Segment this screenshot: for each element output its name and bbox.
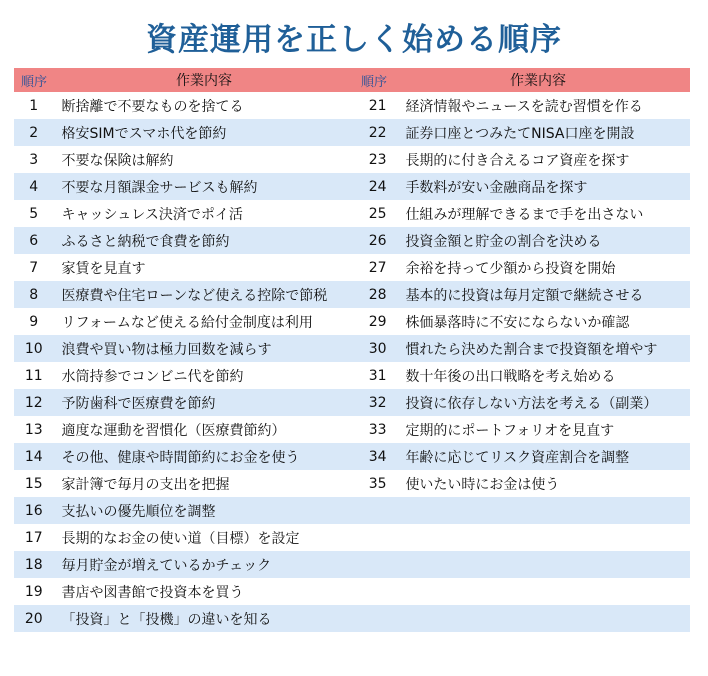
order-number-left: 7 xyxy=(29,259,39,276)
task-text-left: 医療費や住宅ローンなど使える控除で節税 xyxy=(61,287,328,304)
order-number-right: 25 xyxy=(368,205,387,222)
task-text-left: 家計簿で毎月の支出を把握 xyxy=(61,476,230,493)
table-row xyxy=(14,389,690,416)
order-number-left: 4 xyxy=(29,178,39,195)
table-row xyxy=(14,173,690,200)
table-header-row xyxy=(14,68,690,92)
order-number-right: 30 xyxy=(368,340,387,357)
table-row xyxy=(14,119,690,146)
table-row xyxy=(14,551,690,578)
order-number-right: 35 xyxy=(368,475,387,492)
header-task-right: 作業内容 xyxy=(510,73,566,89)
task-text-left: 断捨離で不要なものを捨てる xyxy=(61,98,244,115)
task-text-left: 家賃を見直す xyxy=(61,260,146,277)
table-row xyxy=(14,281,690,308)
task-text-left: その他、健康や時間節約にお金を使う xyxy=(61,449,300,466)
header-order-right: 順序 xyxy=(360,74,387,90)
table-row xyxy=(14,578,690,605)
table-body xyxy=(14,92,690,632)
order-number-right: 23 xyxy=(368,151,387,168)
steps-table xyxy=(14,68,690,632)
task-text-left: 長期的なお金の使い道（目標）を設定 xyxy=(61,530,300,547)
order-number-right: 31 xyxy=(368,367,387,384)
page-title: 資産運用を正しく始める順序 xyxy=(146,22,562,58)
task-text-left: 水筒持参でコンビニ代を節約 xyxy=(61,368,244,385)
order-number-right: 21 xyxy=(368,97,387,114)
task-text-left: リフォームなど使える給付金制度は利用 xyxy=(61,314,313,331)
task-text-left: 不要な保険は解約 xyxy=(61,152,174,169)
task-text-right: 定期的にポートフォリオを見直す xyxy=(405,422,615,439)
task-text-left: 不要な月額課金サービスも解約 xyxy=(61,179,258,196)
order-number-left: 1 xyxy=(29,97,39,114)
task-text-right: 手数料が安い金融商品を探す xyxy=(405,179,588,196)
order-number-right: 32 xyxy=(368,394,387,411)
table-row xyxy=(14,254,690,281)
task-text-right: 使いたい時にお金は使う xyxy=(405,476,560,493)
order-number-left: 17 xyxy=(24,529,43,546)
header-order-left: 順序 xyxy=(20,74,47,90)
order-number-left: 5 xyxy=(29,205,39,222)
order-number-right: 33 xyxy=(368,421,387,438)
table-row xyxy=(14,335,690,362)
table-row xyxy=(14,362,690,389)
order-number-right: 27 xyxy=(368,259,387,276)
order-number-left: 3 xyxy=(29,151,39,168)
order-number-left: 2 xyxy=(29,124,39,141)
task-text-right: 投資金額と貯金の割合を決める xyxy=(405,233,602,250)
table-row xyxy=(14,227,690,254)
order-number-right: 22 xyxy=(368,124,387,141)
task-text-right: 投資に依存しない方法を考える（副業） xyxy=(405,395,658,412)
table-row xyxy=(14,308,690,335)
order-number-right: 29 xyxy=(368,313,387,330)
task-text-left: 浪費や買い物は極力回数を減らす xyxy=(61,341,272,358)
task-text-left: 毎月貯金が増えているかチェック xyxy=(61,557,272,574)
task-text-right: 経済情報やニュースを読む習慣を作る xyxy=(405,98,643,115)
task-text-left: 格安SIMでスマホ代を節約 xyxy=(61,125,227,142)
task-text-right: 年齢に応じてリスク資産割合を調整 xyxy=(405,449,630,466)
table-row xyxy=(14,605,690,632)
table-row xyxy=(14,92,690,119)
order-number-left: 12 xyxy=(24,394,43,411)
task-text-left: 支払いの優先順位を調整 xyxy=(61,503,216,520)
order-number-left: 18 xyxy=(24,556,43,573)
order-number-left: 14 xyxy=(24,448,43,465)
order-number-left: 16 xyxy=(24,502,43,519)
task-text-right: 慣れたら決めた割合まで投資額を増やす xyxy=(405,341,658,358)
order-number-right: 24 xyxy=(368,178,387,195)
order-number-left: 15 xyxy=(24,475,43,492)
task-text-right: 仕組みが理解できるまで手を出さない xyxy=(405,206,644,223)
order-number-left: 19 xyxy=(24,583,43,600)
order-number-left: 8 xyxy=(29,286,39,303)
table-row xyxy=(14,497,690,524)
task-text-right: 数十年後の出口戦略を考え始める xyxy=(405,368,616,385)
task-text-left: 予防歯科で医療費を節約 xyxy=(61,395,216,412)
order-number-right: 28 xyxy=(368,286,387,303)
task-text-right: 株価暴落時に不安にならないか確認 xyxy=(405,314,630,331)
table-row xyxy=(14,200,690,227)
task-text-right: 基本的に投資は毎月定額で継続させる xyxy=(405,287,644,304)
table-row xyxy=(14,416,690,443)
order-number-right: 26 xyxy=(368,232,387,249)
order-number-left: 10 xyxy=(24,340,43,357)
header-task-left: 作業内容 xyxy=(176,73,232,89)
table-row xyxy=(14,443,690,470)
order-number-left: 9 xyxy=(29,313,39,330)
table-row xyxy=(14,470,690,497)
task-text-left: 「投資」と「投機」の違いを知る xyxy=(61,611,272,628)
task-text-right: 証券口座とつみたてNISA口座を開設 xyxy=(405,125,635,142)
table-row xyxy=(14,146,690,173)
task-text-left: キャッシュレス決済でポイ活 xyxy=(61,206,243,223)
table-row xyxy=(14,524,690,551)
order-number-left: 13 xyxy=(24,421,43,438)
order-number-left: 11 xyxy=(24,367,43,384)
task-text-left: 書店や図書館で投資本を買う xyxy=(61,584,244,601)
task-text-left: ふるさと納税で食費を節約 xyxy=(61,233,230,250)
order-number-left: 6 xyxy=(29,232,39,249)
task-text-right: 余裕を持って少額から投資を開始 xyxy=(405,260,616,277)
order-number-right: 34 xyxy=(368,448,387,465)
task-text-left: 適度な運動を習慣化（医療費節約） xyxy=(61,422,286,439)
order-number-left: 20 xyxy=(24,610,43,627)
task-text-right: 長期的に付き合えるコア資産を探す xyxy=(405,152,630,169)
